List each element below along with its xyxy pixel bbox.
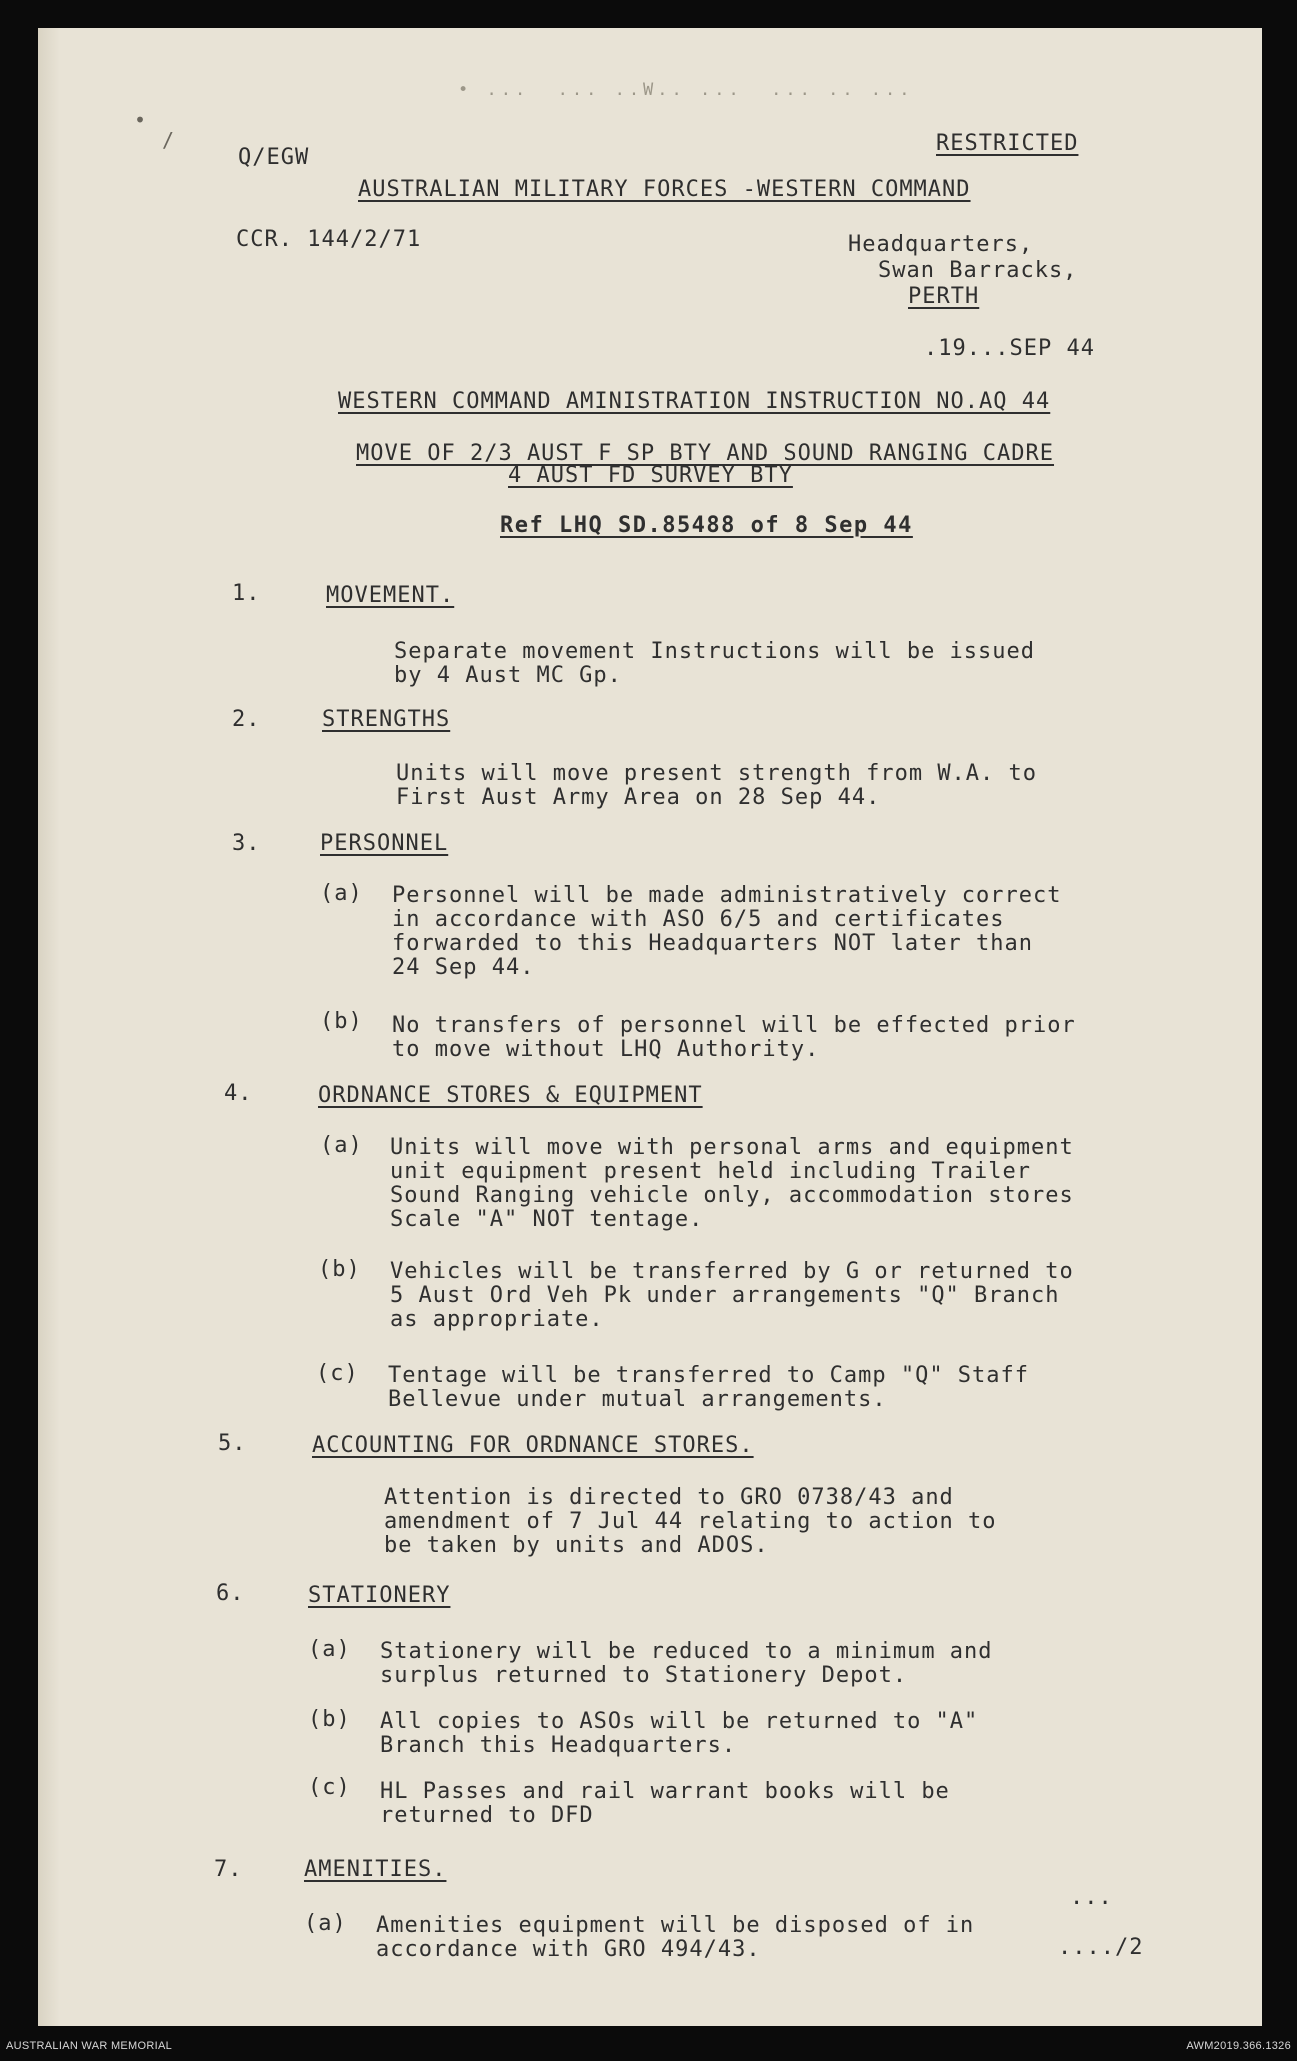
item-text: 24 Sep 44. <box>392 955 535 980</box>
archive-footer-left: AUSTRALIAN WAR MEMORIAL <box>6 2040 173 2052</box>
item-label: (a) <box>308 1637 351 1662</box>
reference-line: Ref LHQ SD.85488 of 8 Sep 44 <box>500 513 913 538</box>
item-label: (c) <box>316 1361 359 1386</box>
item-text: Tentage will be transferred to Camp "Q" Staff <box>388 1363 1030 1388</box>
section-heading-movement: MOVEMENT. <box>326 583 455 608</box>
section-number: 5. <box>218 1431 247 1456</box>
continuation-dots: ... <box>1070 1885 1113 1910</box>
item-label: (a) <box>304 1911 347 1936</box>
address-line-3: PERTH <box>908 284 980 309</box>
archive-footer-right: AWM2019.366.1326 <box>1186 2040 1291 2052</box>
section-text: amendment of 7 Jul 44 relating to action to <box>384 1509 997 1534</box>
reference-number: CCR. 144/2/71 <box>236 227 422 252</box>
item-text: unit equipment present held including Trailer <box>390 1159 1032 1184</box>
classification-label: RESTRICTED <box>936 131 1079 156</box>
item-text: Units will move with personal arms and equipment <box>390 1135 1074 1160</box>
section-text: Units will move present strength from W.A. to <box>396 761 1038 786</box>
item-text: Branch this Headquarters. <box>380 1733 737 1758</box>
item-text: Stationery will be reduced to a minimum and <box>380 1639 993 1664</box>
item-label: (a) <box>320 1133 363 1158</box>
section-heading-stationery: STATIONERY <box>308 1583 451 1608</box>
section-text: Separate movement Instructions will be issued <box>394 639 1036 664</box>
section-number: 1. <box>232 581 261 606</box>
item-text: HL Passes and rail warrant books will be <box>380 1779 950 1804</box>
section-number: 6. <box>216 1581 245 1606</box>
section-heading-amenities: AMENITIES. <box>304 1857 447 1882</box>
subject-line-2: 4 AUST FD SURVEY BTY <box>508 463 793 488</box>
section-heading-accounting: ACCOUNTING FOR ORDNANCE STORES. <box>312 1433 754 1458</box>
item-text: to move without LHQ Authority. <box>392 1037 820 1062</box>
document-date: .19...SEP 44 <box>924 336 1095 361</box>
item-text: accordance with GRO 494/43. <box>376 1937 761 1962</box>
item-label: (a) <box>320 881 363 906</box>
item-text: as appropriate. <box>390 1307 604 1332</box>
section-heading-ordnance: ORDNANCE STORES & EQUIPMENT <box>318 1083 703 1108</box>
section-text: Attention is directed to GRO 0738/43 and <box>384 1485 954 1510</box>
item-text: Sound Ranging vehicle only, accommodation stores <box>390 1183 1074 1208</box>
faint-header-text: • ... ... ..W.. ... ... .. ... <box>458 80 914 100</box>
item-label: (b) <box>320 1009 363 1034</box>
item-label: (b) <box>308 1707 351 1732</box>
section-number: 7. <box>214 1857 243 1882</box>
item-text: in accordance with ASO 6/5 and certificates <box>392 907 1005 932</box>
margin-mark: • <box>134 108 147 132</box>
file-code: Q/EGW <box>238 145 310 170</box>
section-number: 2. <box>232 707 261 732</box>
section-heading-strengths: STRENGTHS <box>322 707 451 732</box>
address-line-2: Swan Barracks, <box>878 258 1078 283</box>
subject-line-1: MOVE OF 2/3 AUST F SP BTY AND SOUND RANGING CADRE <box>356 441 1055 466</box>
item-text: Personnel will be made administratively correct <box>392 883 1062 908</box>
section-text: by 4 Aust MC Gp. <box>394 663 622 688</box>
section-text: First Aust Army Area on 28 Sep 44. <box>396 785 881 810</box>
instruction-title: WESTERN COMMAND AMINISTRATION INSTRUCTION NO.AQ 44 <box>338 389 1051 414</box>
item-text: forwarded to this Headquarters NOT later than <box>392 931 1034 956</box>
item-text: returned to DFD <box>380 1803 594 1828</box>
section-number: 4. <box>224 1081 253 1106</box>
item-label: (c) <box>308 1775 351 1800</box>
item-text: 5 Aust Ord Veh Pk under arrangements "Q" Branch <box>390 1283 1060 1308</box>
item-text: Vehicles will be transferred by G or returned to <box>390 1259 1074 1284</box>
item-text: Scale "A" NOT tentage. <box>390 1207 704 1232</box>
item-text: Amenities equipment will be disposed of in <box>376 1913 975 1938</box>
item-text: surplus returned to Stationery Depot. <box>380 1663 908 1688</box>
document-page <box>38 28 1262 2026</box>
section-heading-personnel: PERSONNEL <box>320 831 449 856</box>
section-number: 3. <box>232 831 261 856</box>
item-text: No transfers of personnel will be effected prior <box>392 1013 1076 1038</box>
section-text: be taken by units and ADOS. <box>384 1533 769 1558</box>
margin-mark: / <box>162 128 175 152</box>
item-label: (b) <box>318 1257 361 1282</box>
page-continuation: ..../2 <box>1058 1935 1144 1960</box>
item-text: All copies to ASOs will be returned to "A" <box>380 1709 979 1734</box>
address-line-1: Headquarters, <box>848 232 1034 257</box>
org-title: AUSTRALIAN MILITARY FORCES -WESTERN COMMAND <box>358 177 971 202</box>
item-text: Bellevue under mutual arrangements. <box>388 1387 887 1412</box>
